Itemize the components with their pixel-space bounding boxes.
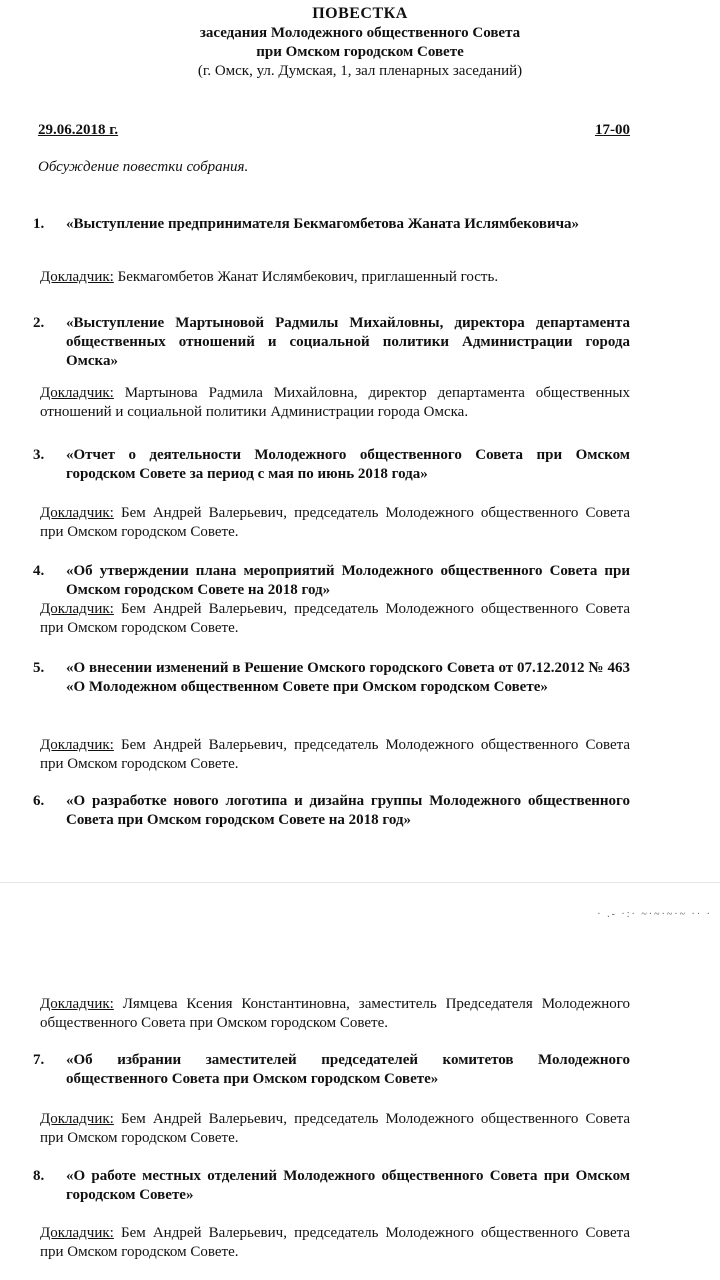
page-edge [0,882,720,883]
scan-noise: · .- ·:· ~·~·~·~ ·· · [597,909,712,920]
speaker-label: Докладчик: [40,1111,114,1127]
speaker-label: Докладчик: [40,269,114,285]
speaker-label: Докладчик: [40,1225,114,1241]
item-speaker [40,995,630,1033]
agenda-item [33,659,630,697]
speaker-name: Бем Андрей Валерьевич, председатель Молодежного общественного Совета при Омском городском Совете. [40,737,631,772]
item-number: 4. [33,563,45,579]
item-speaker [40,504,630,542]
item-number: 2. [33,315,45,331]
agenda-item [33,314,630,371]
item-title: «О внесении изменений в Решение Омского городского Совета от 07.12.2012 № 463 «О Молодежном общественном Совете при Омском городском Совете» [66,660,630,695]
agenda-item [33,1167,630,1205]
item-title: «О работе местных отделений Молодежного общественного Совета при Омском городском Совете» [66,1168,630,1203]
speaker-label: Докладчик: [40,737,114,753]
speaker-name: Бем Андрей Валерьевич, председатель Молодежного общественного Совета при Омском городском Совете. [40,1225,631,1260]
agenda-intro: Обсуждение повестки собрания. [38,159,249,175]
item-speaker [40,1224,630,1262]
item-number: 3. [33,447,45,463]
meeting-location: (г. Омск, ул. Думская, 1, зал пленарных заседаний) [197,63,523,79]
speaker-name: Бем Андрей Валерьевич, председатель Молодежного общественного Совета при Омском городском Совете. [40,505,631,540]
item-speaker [40,1110,630,1148]
item-speaker [40,600,630,638]
speaker-label: Докладчик: [40,385,114,401]
document-title: ПОВЕСТКА [312,5,408,22]
agenda-item [33,1051,630,1089]
item-title: «Выступление предпринимателя Бекмагомбетова Жаната Ислямбековича» [66,216,580,232]
meeting-date: 29.06.2018 г. [38,122,119,138]
agenda-item [33,562,630,600]
item-title: «Отчет о деятельности Молодежного общественного Совета при Омском городском Совете за период с мая по июнь 2018 года» [66,447,630,482]
item-number: 5. [33,660,45,676]
speaker-label: Докладчик: [40,601,114,617]
document-subtitle: заседания Молодежного общественного Совета [199,25,521,41]
speaker-name: Бем Андрей Валерьевич, председатель Молодежного общественного Совета при Омском городском Совете. [40,601,631,636]
item-title: «Об избрании заместителей председателей комитетов Молодежного общественного Совета при Омском городском Совете» [66,1052,630,1087]
meeting-time: 17-00 [595,122,630,138]
speaker-name: Бекмагомбетов Жанат Ислямбекович, приглашенный гость. [117,269,499,285]
agenda-item [33,792,630,830]
speaker-label: Докладчик: [40,505,114,521]
document-subtitle-2: при Омском городском Совете [256,44,464,60]
speaker-name: Лямцева Ксения Константиновна, заместитель Председателя Молодежного общественного Совета при Омском городском Совете. [40,996,630,1031]
item-title: «О разработке нового логотипа и дизайна группы Молодежного общественного Совета при Омском городском Совете на 2018 год» [66,793,630,828]
speaker-label: Докладчик: [40,996,114,1012]
agenda-item [33,215,630,234]
item-title: «Выступление Мартыновой Радмилы Михайловны, директора департамента общественных отношений и социальной политики Администрации города Омска» [66,315,630,369]
item-speaker [40,736,630,774]
item-number: 7. [33,1052,45,1068]
item-number: 6. [33,793,45,809]
item-speaker [40,268,630,287]
item-number: 8. [33,1168,45,1184]
page-break [0,882,720,904]
agenda-item [33,446,630,484]
item-number: 1. [33,216,45,232]
speaker-name: Мартынова Радмила Михайловна, директор департамента общественных отношений и социальной политики Администрации города Омска. [40,385,631,420]
speaker-name: Бем Андрей Валерьевич, председатель Молодежного общественного Совета при Омском городском Совете. [40,1111,631,1146]
item-speaker [40,384,630,422]
item-title: «Об утверждении плана мероприятий Молодежного общественного Совета при Омском городском Совете на 2018 год» [66,563,630,598]
